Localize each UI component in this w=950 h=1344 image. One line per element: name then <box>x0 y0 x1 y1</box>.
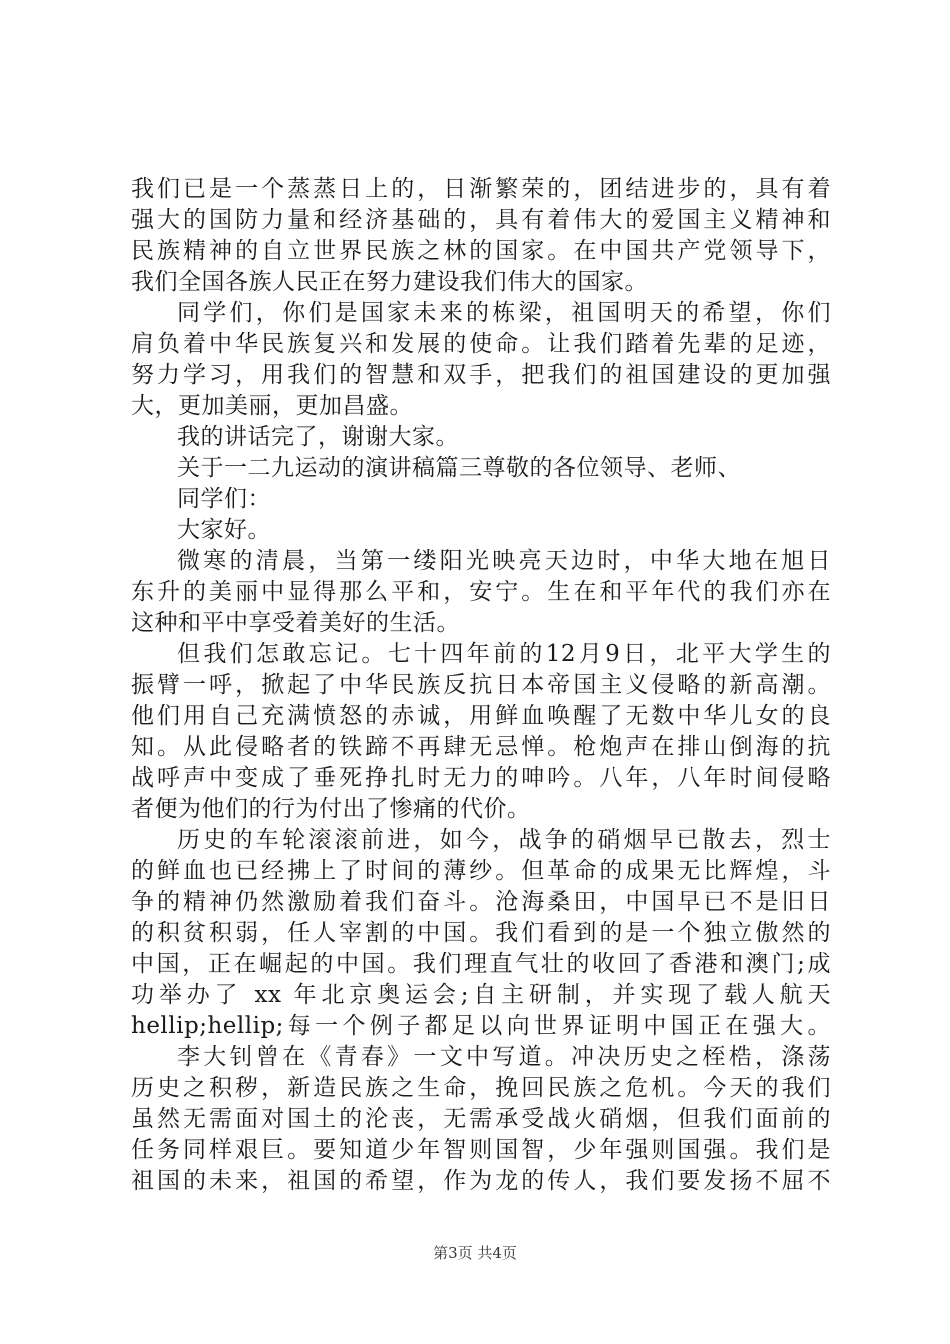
text-line: hellip;hellip;每一个例子都足以向世界证明中国正在强大。 <box>131 1013 831 1039</box>
text-line: 大，更加美丽，更加昌盛。 <box>131 393 413 419</box>
document-body <box>131 174 831 1197</box>
text-line: 这种和平中享受着美好的生活。 <box>131 610 460 636</box>
text-line: 战呼声中变成了垂死挣扎时无力的呻吟。八年，八年时间侵略 <box>131 765 831 791</box>
text-line: 肩负着中华民族复兴和发展的使命。让我们踏着先辈的足迹， <box>131 331 831 357</box>
text-line: 同学们： <box>177 486 271 512</box>
text-line: 同学们，你们是国家未来的栋梁，祖国明天的希望，你们 <box>177 300 831 326</box>
text-line: 我们已是一个蒸蒸日上的，日渐繁荣的，团结进步的，具有着 <box>131 176 831 202</box>
text-line: 功举办了 xx 年北京奥运会;自主研制，并实现了载人航天 <box>131 982 831 1008</box>
text-line: 关于一二九运动的演讲稿篇三尊敬的各位领导、老师、 <box>177 455 741 481</box>
text-line: 虽然无需面对国土的沦丧，无需承受战火硝烟，但我们面前的 <box>131 1106 831 1132</box>
text-line: 努力学习，用我们的智慧和双手，把我们的祖国建设的更加强 <box>131 362 831 388</box>
text-line: 微寒的清晨，当第一缕阳光映亮天边时，中华大地在旭日 <box>177 548 831 574</box>
text-line: 知。从此侵略者的铁蹄不再肆无忌惮。枪炮声在排山倒海的抗 <box>131 734 831 760</box>
text-line: 争的精神仍然激励着我们奋斗。沧海桑田，中国早已不是旧日 <box>131 889 831 915</box>
text-line: 民族精神的自立世界民族之林的国家。在中国共产党领导下， <box>131 238 831 264</box>
text-line: 历史之积秽，新造民族之生命，挽回民族之危机。今天的我们 <box>131 1075 831 1101</box>
text-line: 振臂一呼，掀起了中华民族反抗日本帝国主义侵略的新高潮。 <box>131 672 831 698</box>
text-line: 祖国的未来，祖国的希望，作为龙的传人，我们要发扬不屈不 <box>131 1168 831 1194</box>
text-line: 任务同样艰巨。要知道少年智则国智，少年强则国强。我们是 <box>131 1137 831 1163</box>
text-line: 者便为他们的行为付出了惨痛的代价。 <box>131 796 531 822</box>
text-line: 的积贫积弱，任人宰割的中国。我们看到的是一个独立傲然的 <box>131 920 831 946</box>
page-footer: 第3页 共4页 <box>433 1244 517 1262</box>
text-line: 但我们怎敢忘记。七十四年前的12月9日，北平大学生的 <box>177 641 831 667</box>
text-line: 他们用自己充满愤怒的赤诚，用鲜血唤醒了无数中华儿女的良 <box>131 703 831 729</box>
text-line: 大家好。 <box>177 517 271 543</box>
text-line: 东升的美丽中显得那么平和，安宁。生在和平年代的我们亦在 <box>131 579 831 605</box>
text-line: 的鲜血也已经拂上了时间的薄纱。但革命的成果无比辉煌，斗 <box>131 858 831 884</box>
text-line: 我的讲话完了，谢谢大家。 <box>177 424 459 450</box>
text-line: 中国，正在崛起的中国。我们理直气壮的收回了香港和澳门;成 <box>131 951 831 977</box>
text-line: 李大钊曾在《青春》一文中写道。冲决历史之桎梏，涤荡 <box>177 1044 831 1070</box>
text-line: 历史的车轮滚滚前进，如今，战争的硝烟早已散去，烈士 <box>177 827 831 853</box>
text-line: 强大的国防力量和经济基础的，具有着伟大的爱国主义精神和 <box>131 207 831 233</box>
text-line: 我们全国各族人民正在努力建设我们伟大的国家。 <box>131 269 648 295</box>
